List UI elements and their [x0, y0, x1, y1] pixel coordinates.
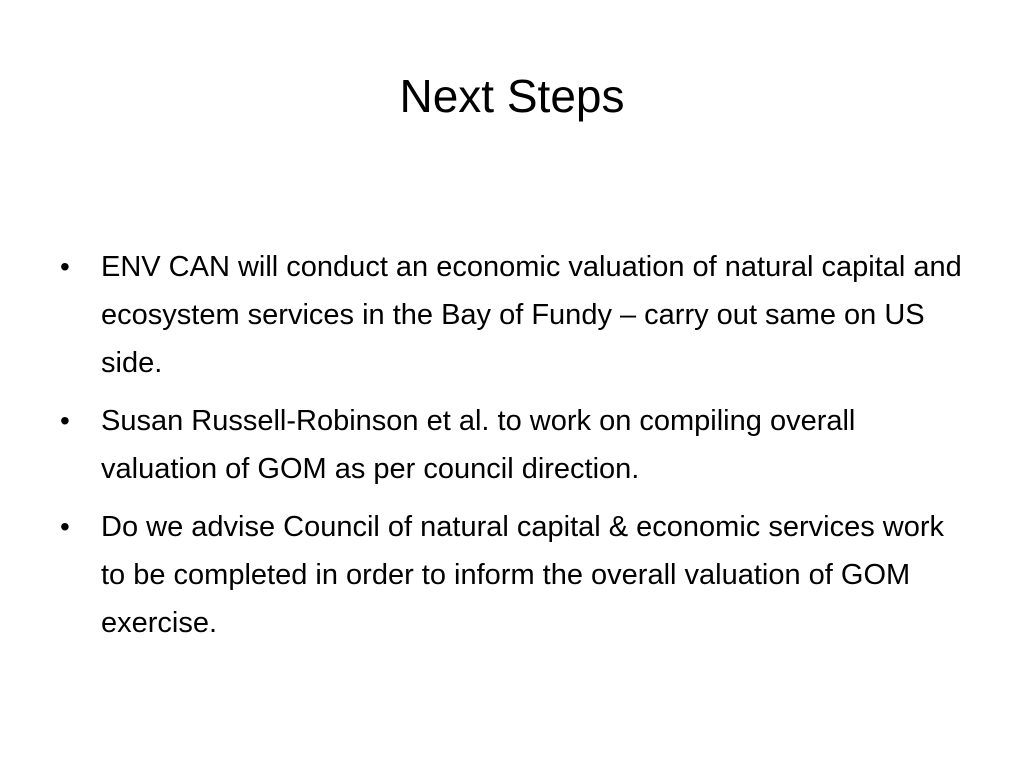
bullet-item: [58, 243, 968, 387]
bullet-marker: •: [60, 511, 70, 542]
bullet-marker: •: [60, 405, 70, 436]
bullet-list: [58, 243, 968, 657]
bullet-text: ENV CAN will conduct an economic valuation of natural capital and ecosystem services in the Bay of Fundy – carry out same on US side.: [101, 251, 962, 379]
bullet-text: Susan Russell-Robinson et al. to work on compiling overall valuation of GOM as per council direction.: [101, 405, 856, 485]
bullet-item: [58, 397, 968, 493]
bullet-text: Do we advise Council of natural capital & economic services work to be completed in order to inform the overall valuation of GOM exercise.: [101, 511, 944, 639]
slide-title: Next Steps: [399, 70, 625, 122]
bullet-item: [58, 503, 968, 647]
bullet-marker: •: [60, 251, 70, 282]
